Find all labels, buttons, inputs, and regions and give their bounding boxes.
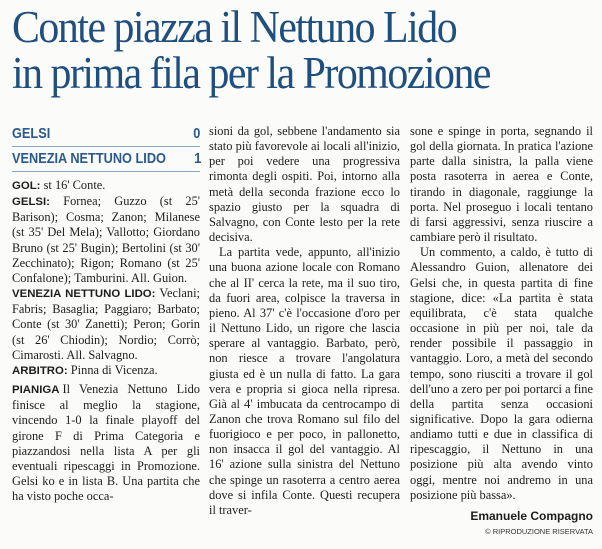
referee	[12, 363, 200, 379]
gelsi-label: GELSI:	[12, 196, 50, 209]
article-paragraph: Un commento, a caldo, è tutto di Alessandro Guion, allenatore dei Gelsi che, in questa partita di fine stagione, dice: «La partita è stata equilibrata, c'è stata qualche occasione in più per noi, tale da render possibile il passaggio in vantaggio. Loro, a metà del secondo tempo, sono riusciti a trovare il gol dell'uno a zero per poi portarci a fine della partita senza occasioni significative. Dopo la gara odierna andiamo tutti e due in classifica di ripescaggio, il Nettuno in una posizione più alta avendo vinto oggi, mentre noi andremo in una posizione più bassa».	[410, 245, 593, 502]
goal-info	[12, 178, 200, 194]
article-lead-paragraph	[12, 382, 200, 504]
article-paragraph: sioni da gol, sebbene l'andamento sia stato più favorevole ai locali all'inizio, per poi vedere una progressiva rimonta degli ospiti. Poi, intorno alla metà della seconda frazione ecco lo spazio giusto per la squadra di Salvagno, con Conte lesto per la rete decisiva.	[209, 124, 400, 245]
article-paragraph: sone e spinge in porta, segnando il gol della giornata. In pratica l'azione parte dalla sinistra, la palla viene posta rasoterra in aerea e Conte, tirando in diagonale, raggiunge la porta. Nel proseguo i locali tentano di farsi aggressivi, senza riuscire a cambiare però il risultato.	[410, 124, 593, 245]
headline-line-2: in prima fila per la Promozione	[12, 48, 491, 98]
goal-label: GOL:	[12, 180, 41, 192]
gelsi-lineup-text: Fornea; Guzzo (st 25' Barison); Cosma; Zanon; Milanese (st 35' Del Mela); Vallotto; Giordano Bruno (st 25' Bugin); Bertolini (st 30' Zecchinato); Rigon; Romano (st 25' Confalone); Tamburini. All. Guion.	[12, 194, 200, 285]
dateline: PIANIGA	[12, 384, 60, 397]
scoreboard-row-away	[12, 147, 200, 172]
scoreboard-row-home	[12, 122, 200, 147]
article-text-col1: Il Venezia Nettuno Lido finisce al meglio la stagione, vincendo 1-0 la finale playoff del girone F di Prima Categoria e piazzandosi nella lista A per gli eventuali ripescaggi in Promozione. Gelsi ko e in lista B. Una partita che ha visto poche occa-	[12, 382, 200, 504]
article-paragraph: La partita vede, appunto, all'inizio una buona azione locale con Romano che al II' cerca la rete, ma il suo tiro, da fuori area, colpisce la traversa in pieno. Al 37' c'è l'occasione d'oro per il Nettuno Lido, un rigore che lascia sperare al vantaggio. Barbato, però, non riesce a trovare l'angolatura giusta ed è un nulla di fatto. La gara vera e propria si gioca nella ripresa. Già al 4' imbucata da centrocampo di Zanon che trova Romano sul filo del fuorigioco e per poco, in pallonetto, non insacca il gol del vantaggio. Al 16' azione sulla sinistra del Nettuno che spinge un rasoterra a centro aerea dove si infila Conte. Questi recupera il traver-	[209, 245, 400, 517]
headline-line-1: Conte piazza il Nettuno Lido	[12, 2, 457, 52]
column-2	[209, 124, 400, 518]
venezia-label: VENEZIA NETTUNO LIDO:	[12, 288, 156, 301]
goal-text: st 16' Conte.	[40, 178, 106, 192]
home-team: GELSI	[12, 125, 51, 142]
venezia-lineup-text: Veclani; Fabris; Basaglia; Paggiaro; Barbato; Conte (st 30' Zanetti); Peron; Gorin (st 26' Chiodin); Nordio; Corrò; Cimarosti. All. Salvagno.	[12, 286, 200, 362]
venezia-lineup	[12, 286, 200, 363]
copyright-notice: © RIPRODUZIONE RISERVATA	[485, 527, 593, 536]
referee-text: Pinna di Vicenza.	[67, 362, 158, 377]
away-team: VENEZIA NETTUNO LIDO	[12, 150, 166, 167]
column-1	[12, 122, 200, 504]
referee-label: ARBITRO:	[12, 364, 68, 377]
column-3	[410, 124, 593, 503]
home-goals: 0	[192, 125, 200, 142]
headline	[12, 4, 556, 96]
gelsi-lineup	[12, 194, 200, 286]
author-signature: Emanuele Compagno	[470, 509, 593, 523]
away-goals: 1	[194, 150, 202, 167]
